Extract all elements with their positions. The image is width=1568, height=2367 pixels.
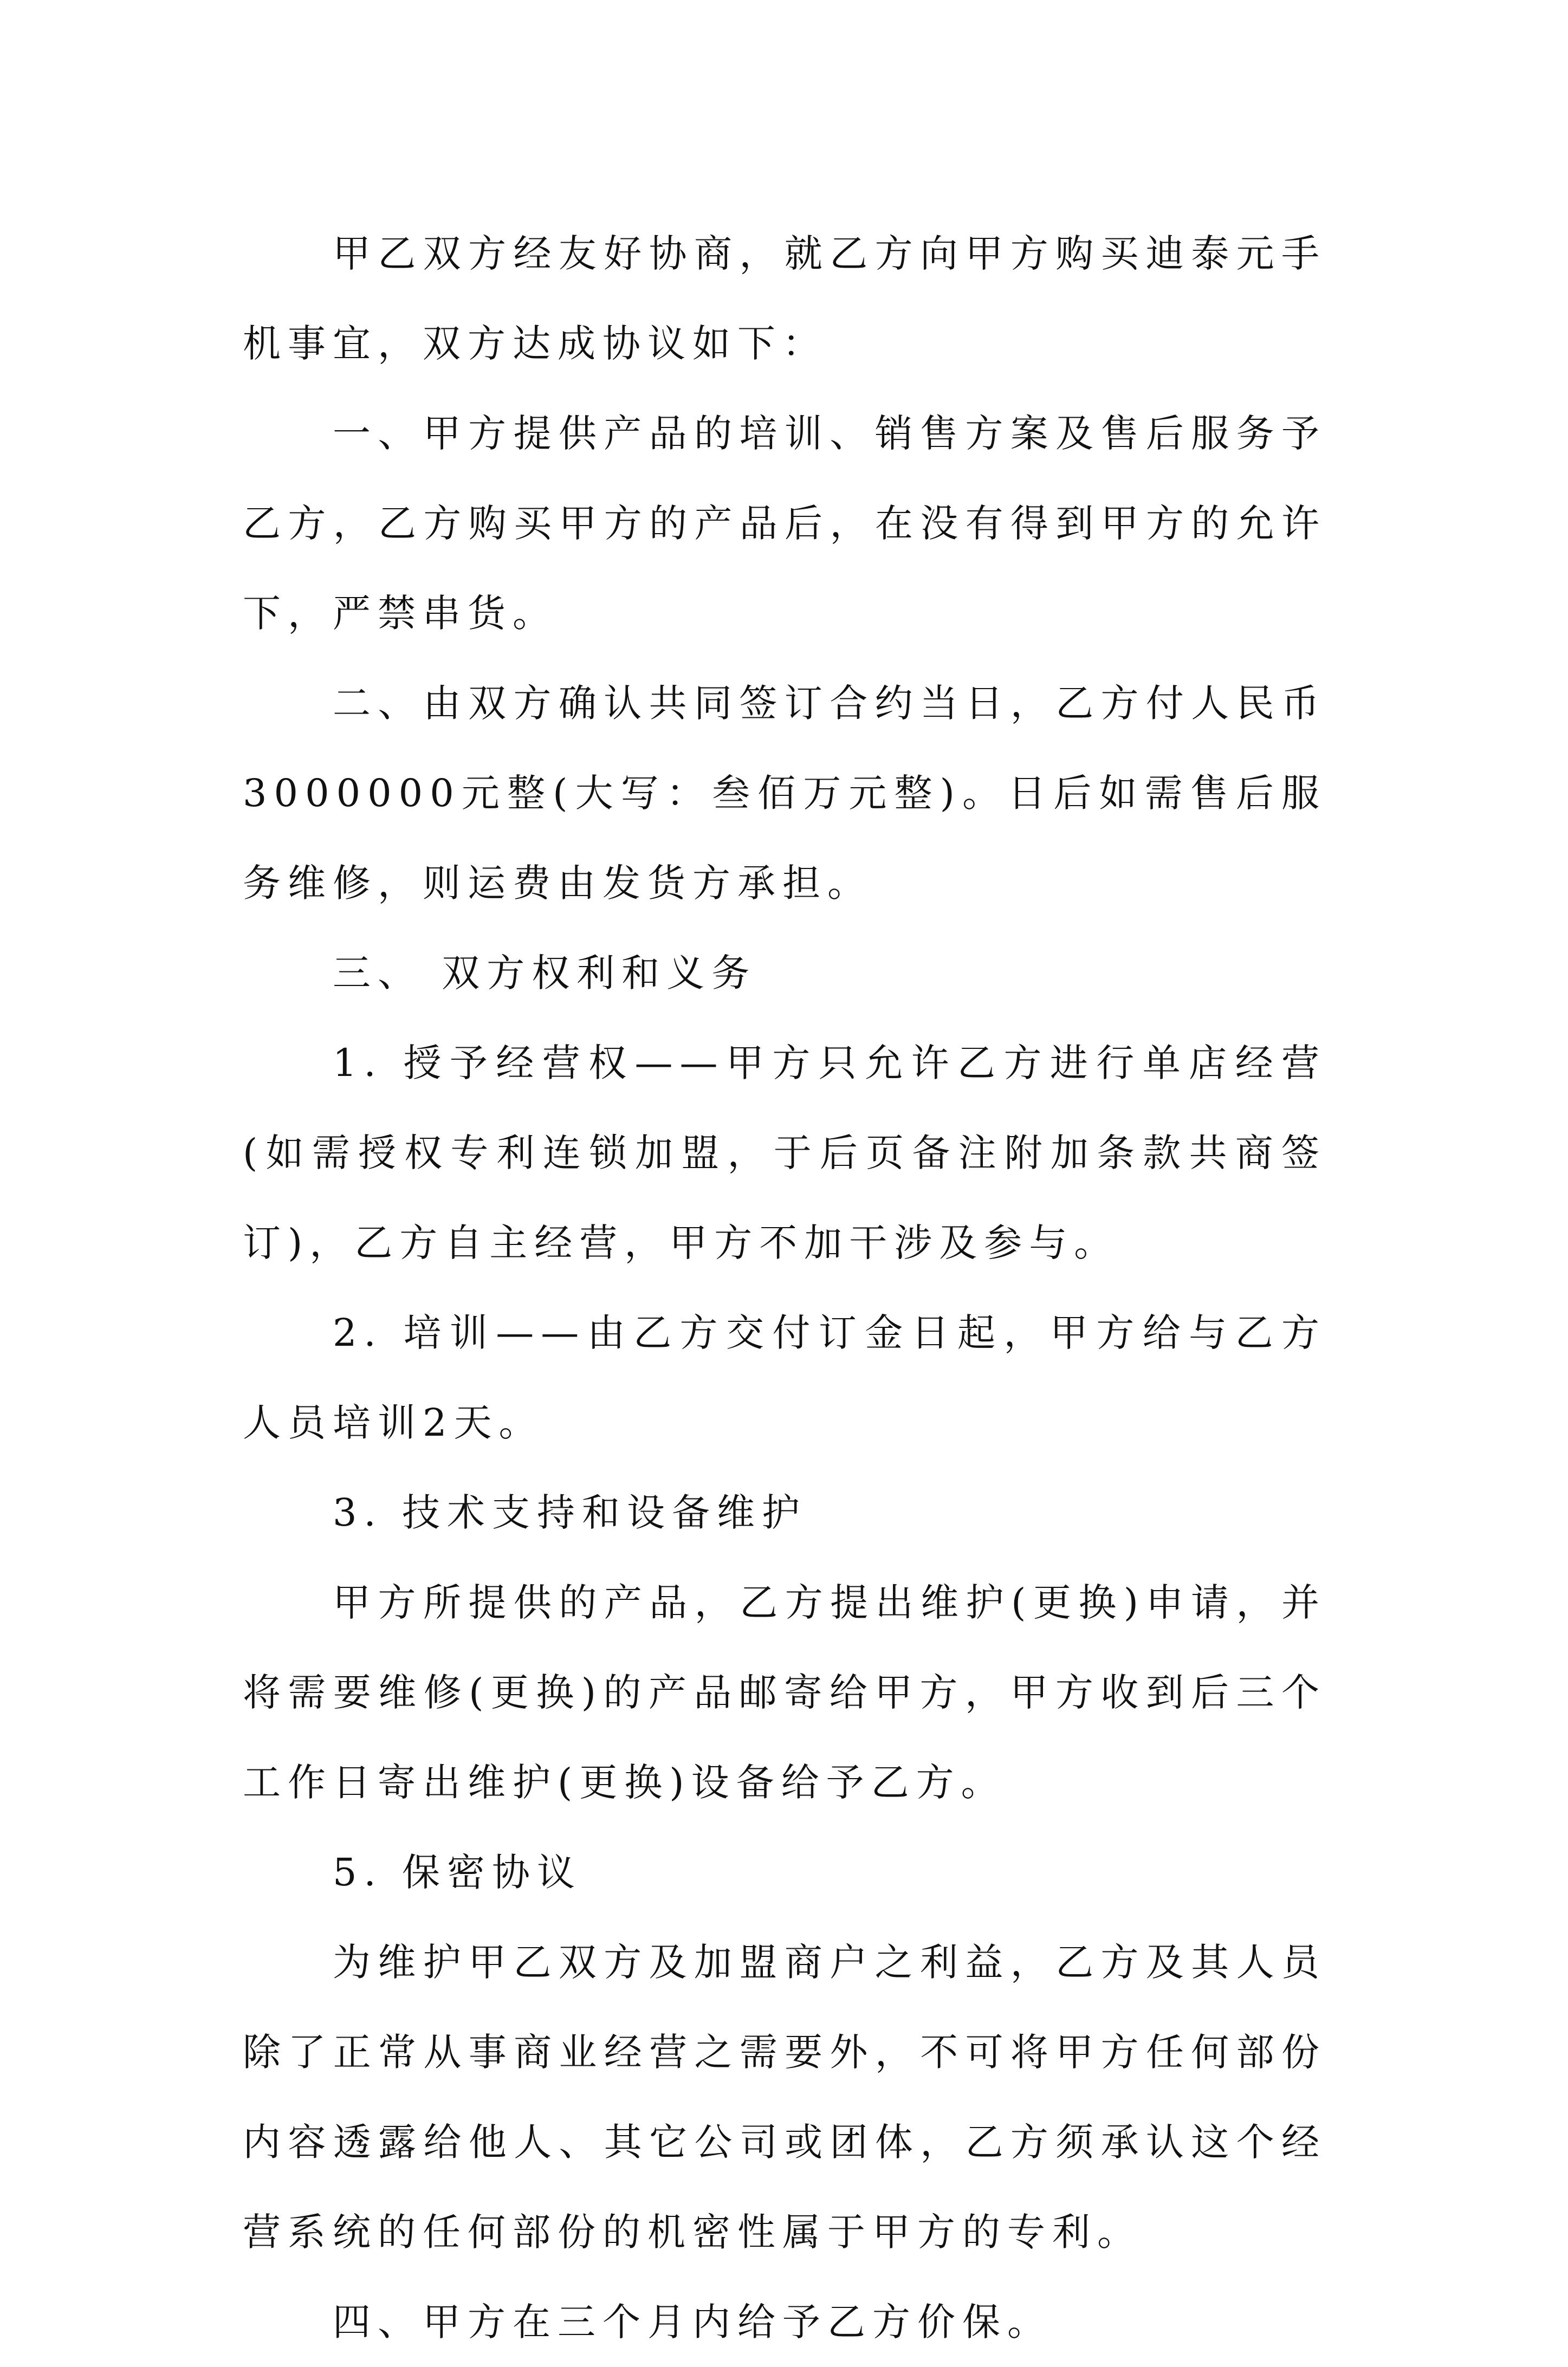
- paragraph-clause-2: 二、由双方确认共同签订合约当日，乙方付人民币3000000元整(大写：叁佰万元整)。日后如需售后服务维修，则运费由发货方承担。: [243, 681, 1326, 905]
- paragraph-item-1: 1. 授予经营权——甲方只允许乙方进行单店经营(如需授权专利连锁加盟，于后页备注附加条款共商签订)，乙方自主经营，甲方不加干涉及参与。: [243, 1041, 1326, 1265]
- document-body: [243, 209, 1326, 2367]
- paragraph-clause-3-heading: 三、 双方权利和义务: [333, 951, 757, 995]
- paragraph-clause-4: 四、甲方在三个月内给予乙方价保。: [333, 2300, 1052, 2344]
- paragraph-item-5-heading: 5. 保密协议: [333, 1850, 582, 1895]
- paragraph-item-3-heading: 3. 技术支持和设备维护: [333, 1490, 807, 1535]
- paragraph-intro: 甲乙双方经友好协商，就乙方向甲方购买迪泰元手机事宜，双方达成协议如下：: [243, 231, 1326, 366]
- paragraph-clause-1: 一、甲方提供产品的培训、销售方案及售后服务予乙方，乙方购买甲方的产品后，在没有得到甲方的允许下，严禁串货。: [243, 411, 1326, 635]
- paragraph-item-3-body: 甲方所提供的产品，乙方提出维护(更换)申请，并将需要维修(更换)的产品邮寄给甲方，甲方收到后三个工作日寄出维护(更换)设备给予乙方。: [243, 1580, 1326, 1805]
- paragraph-item-5-body: 为维护甲乙双方及加盟商户之利益，乙方及其人员除了正常从事商业经营之需要外，不可将甲方任何部份内容透露给他人、其它公司或团体，乙方须承认这个经营系统的任何部份的机密性属于甲方的专利。: [243, 1940, 1326, 2254]
- paragraph-item-2: 2. 培训——由乙方交付订金日起，甲方给与乙方人员培训2天。: [243, 1311, 1326, 1445]
